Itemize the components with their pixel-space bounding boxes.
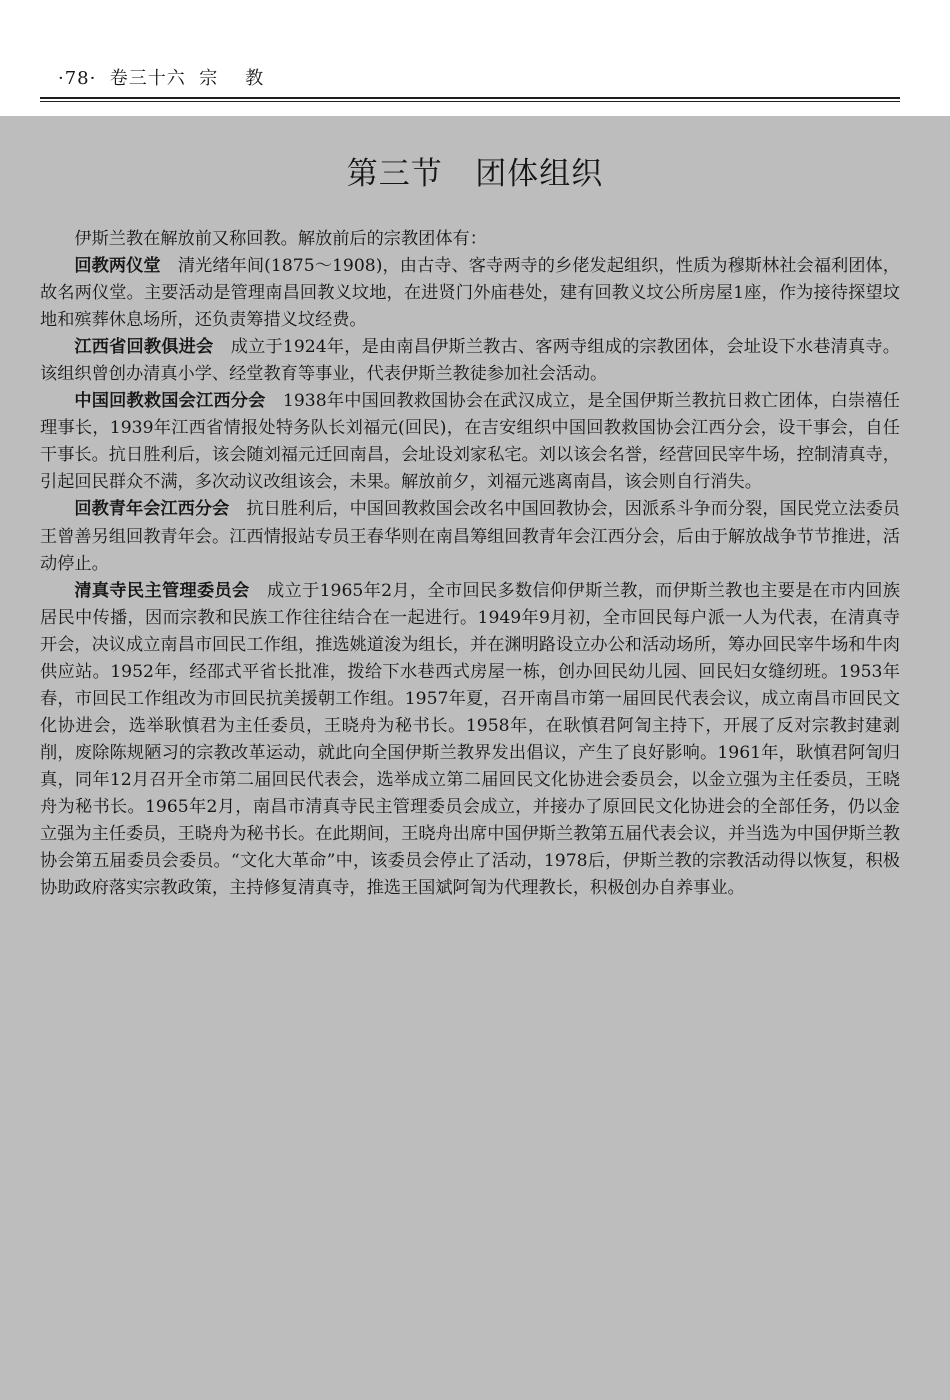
entry-term: 中国回教救国会江西分会 [74, 391, 266, 412]
entry-term: 回教青年会江西分会 [74, 499, 230, 520]
entry-text: 抗日胜利后，中国回教救国会改名中国回教协会，因派系斗争而分裂，国民党立法委员王曾善另组回教青年会。江西情报站专员王春华则在南昌筹组回教青年会江西分会，后由于解放战争节节推进，活动停止。 [40, 499, 900, 574]
header-rule [40, 97, 900, 99]
entry-term: 回教两仪堂 [74, 256, 161, 277]
entry-term: 江西省回教俱进会 [74, 337, 214, 358]
entry-term: 清真寺民主管理委员会 [74, 580, 250, 601]
body-text [40, 226, 900, 902]
header-rule-thin [40, 101, 900, 102]
section-title: 第三节 团体组织 [346, 156, 604, 192]
intro-paragraph: 伊斯兰教在解放前又称回教。解放前后的宗教团体有： [74, 229, 487, 249]
entry-text: 成立于1965年2月，全市回民多数信仰伊斯兰教，而伊斯兰教也主要是在市内回族居民中传播，因而宗教和民族工作往往结合在一起进行。1949年9月初，全市回民每户派一人为代表，在清真寺开会，决议成立南昌市回民工作组，推选姚道浚为组长，并在渊明路设立办公和活动场所，筹办回民宰牛场和牛肉供应站。1952年，经邵式平省长批准，拨给下水巷西式房屋一栋，创办回民幼儿园、回民妇女缝纫班。1953年春，市回民工作组改为市回民抗美援朝工作组。1957年夏，召开南昌市第一届回民代表会议，成立南昌市回民文化协进会，选举耿慎君为主任委员，王晓舟为秘书长。1958年，在耿慎君阿訇主持下，开展了反对宗教封建剥削，废除陈规陋习的宗教改革运动，就此向全国伊斯兰教界发出倡议，产生了良好影响。1961年，耿慎君阿訇归真，同年12月召开全市第二届回民代表会，选举成立第二届回民文化协进会委员会，以金立强为主任委员，王晓舟为秘书长。1965年2月，南昌市清真寺民主管理委员会成立，并接办了原回民文化协进会的全部任务，仍以金立强为主任委员，王晓舟为秘书长。在此期间，王晓舟出席中国伊斯兰教第五届代表会议，并当选为中国伊斯兰教协会第五届委员会委员。“文化大革命”中，该委员会停止了活动，1978后，伊斯兰教的宗教活动得以恢复，积极协助政府落实宗教政策，主持修复清真寺，推选王国斌阿訇为代理教长，积极创办自养事业。 [40, 580, 900, 899]
entry-paragraph [40, 334, 900, 388]
entry-paragraph [40, 388, 900, 496]
entry-text: 1938年中国回教救国协会在武汉成立，是全国伊斯兰教抗日救亡团体，白崇禧任理事长，1939年江西省情报处特务队长刘福元(回民)，在吉安组织中国回教救国协会江西分会，设干事会，自任干事长。抗日胜利后，该会随刘福元迁回南昌，会址设刘家私宅。刘以该会名誉，经营回民宰牛场，控制清真寺，引起回民群众不满，多次动议改组该会，未果。解放前夕，刘福元逃离南昌，该会则自行消失。 [40, 391, 900, 493]
entry-paragraph [40, 578, 900, 903]
running-head: ·78· 卷三十六 宗 教 [58, 68, 265, 89]
entry-paragraph [40, 253, 900, 334]
entry-text: 清光绪年间(1875～1908)，由古寺、客寺两寺的乡佬发起组织，性质为穆斯林社会福利团体，故名两仪堂。主要活动是管理南昌回教义坟地，在进贤门外庙巷处，建有回教义坟公所房屋1座，作为接待探望坟地和殡葬休息场所，还负责筹措义坟经费。 [40, 256, 900, 331]
entry-paragraph [40, 496, 900, 577]
entry-text: 成立于1924年，是由南昌伊斯兰教古、客两寺组成的宗教团体，会址设下水巷清真寺。该组织曾创办清真小学、经堂教育等事业，代表伊斯兰教徒参加社会活动。 [40, 337, 900, 385]
